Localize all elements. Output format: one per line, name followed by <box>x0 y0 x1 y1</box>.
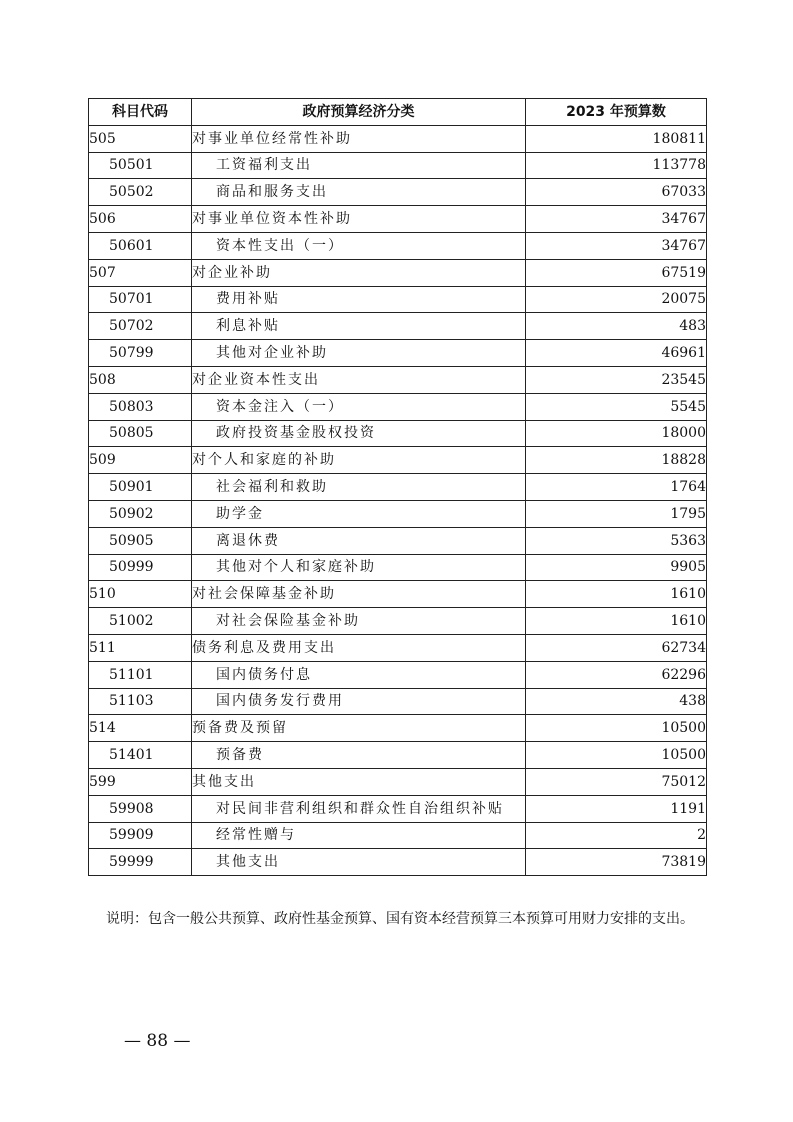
table-row <box>89 688 707 715</box>
row-amount: 34767 <box>526 206 707 233</box>
explanatory-note: 说明：包含一般公共预算、政府性基金预算、国有资本经营预算三本预算可用财力安排的支出。 <box>106 911 694 927</box>
row-code: 59908 <box>89 795 192 822</box>
row-code: 50901 <box>89 474 192 501</box>
row-category: 工资福利支出 <box>192 152 526 179</box>
row-code: 50905 <box>89 527 192 554</box>
row-category: 商品和服务支出 <box>192 179 526 206</box>
row-category: 助学金 <box>192 500 526 527</box>
row-amount: 1610 <box>526 608 707 635</box>
row-amount: 1191 <box>526 795 707 822</box>
row-category: 债务利息及费用支出 <box>192 634 526 661</box>
row-category: 其他对个人和家庭补助 <box>192 554 526 581</box>
row-amount: 5363 <box>526 527 707 554</box>
table-row <box>89 634 707 661</box>
row-amount: 2 <box>526 822 707 849</box>
row-code: 50805 <box>89 420 192 447</box>
row-code: 51101 <box>89 661 192 688</box>
row-category: 对社会保险基金补助 <box>192 608 526 635</box>
row-amount: 75012 <box>526 768 707 795</box>
row-code: 514 <box>89 715 192 742</box>
row-category: 资本性支出（一） <box>192 232 526 259</box>
row-amount: 23545 <box>526 366 707 393</box>
row-category: 政府投资基金股权投资 <box>192 420 526 447</box>
row-category: 对事业单位经常性补助 <box>192 125 526 152</box>
table-row <box>89 179 707 206</box>
row-amount: 1610 <box>526 581 707 608</box>
row-amount: 1764 <box>526 474 707 501</box>
row-category: 对个人和家庭的补助 <box>192 447 526 474</box>
table-row <box>89 393 707 420</box>
budget-table <box>88 98 707 876</box>
table-row <box>89 822 707 849</box>
table-row <box>89 554 707 581</box>
table-body <box>89 125 707 875</box>
row-category: 其他对企业补助 <box>192 340 526 367</box>
row-category: 其他支出 <box>192 768 526 795</box>
row-code: 505 <box>89 125 192 152</box>
row-amount: 180811 <box>526 125 707 152</box>
row-amount: 62296 <box>526 661 707 688</box>
table-row <box>89 125 707 152</box>
table-header-row <box>89 99 707 126</box>
row-amount: 5545 <box>526 393 707 420</box>
row-category: 对企业资本性支出 <box>192 366 526 393</box>
row-amount: 18000 <box>526 420 707 447</box>
row-code: 59909 <box>89 822 192 849</box>
row-amount: 62734 <box>526 634 707 661</box>
row-code: 50999 <box>89 554 192 581</box>
row-category: 对企业补助 <box>192 259 526 286</box>
table-row <box>89 286 707 313</box>
table-row <box>89 259 707 286</box>
table-row <box>89 795 707 822</box>
table-row <box>89 581 707 608</box>
table-row <box>89 661 707 688</box>
row-amount: 67033 <box>526 179 707 206</box>
header-category: 政府预算经济分类 <box>192 99 526 126</box>
page-number: — 88 — <box>124 1031 191 1051</box>
row-category: 国内债务发行费用 <box>192 688 526 715</box>
row-category: 其他支出 <box>192 849 526 876</box>
table-row <box>89 366 707 393</box>
row-amount: 18828 <box>526 447 707 474</box>
row-category: 预备费 <box>192 742 526 769</box>
table-row <box>89 849 707 876</box>
row-category: 对社会保障基金补助 <box>192 581 526 608</box>
row-amount: 483 <box>526 313 707 340</box>
table-row <box>89 742 707 769</box>
row-code: 51002 <box>89 608 192 635</box>
row-category: 预备费及预留 <box>192 715 526 742</box>
row-category: 费用补贴 <box>192 286 526 313</box>
row-amount: 1795 <box>526 500 707 527</box>
table-row <box>89 500 707 527</box>
row-amount: 438 <box>526 688 707 715</box>
table-row <box>89 447 707 474</box>
table-row <box>89 340 707 367</box>
table-row <box>89 608 707 635</box>
table-row <box>89 420 707 447</box>
row-code: 50902 <box>89 500 192 527</box>
row-amount: 10500 <box>526 742 707 769</box>
row-amount: 10500 <box>526 715 707 742</box>
row-code: 51401 <box>89 742 192 769</box>
row-amount: 113778 <box>526 152 707 179</box>
row-code: 509 <box>89 447 192 474</box>
row-code: 50702 <box>89 313 192 340</box>
row-code: 50799 <box>89 340 192 367</box>
row-code: 508 <box>89 366 192 393</box>
row-code: 50501 <box>89 152 192 179</box>
row-code: 599 <box>89 768 192 795</box>
table-row <box>89 206 707 233</box>
row-amount: 67519 <box>526 259 707 286</box>
row-category: 国内债务付息 <box>192 661 526 688</box>
row-code: 50803 <box>89 393 192 420</box>
table-row <box>89 152 707 179</box>
table-row <box>89 474 707 501</box>
row-category: 社会福利和救助 <box>192 474 526 501</box>
row-category: 经常性赠与 <box>192 822 526 849</box>
table-row <box>89 313 707 340</box>
row-code: 50701 <box>89 286 192 313</box>
row-code: 59999 <box>89 849 192 876</box>
row-amount: 73819 <box>526 849 707 876</box>
row-amount: 9905 <box>526 554 707 581</box>
table-row <box>89 768 707 795</box>
row-code: 507 <box>89 259 192 286</box>
row-category: 资本金注入（一） <box>192 393 526 420</box>
header-amount: 2023 年预算数 <box>526 99 707 126</box>
row-category: 对民间非营利组织和群众性自治组织补贴 <box>192 795 526 822</box>
table-row <box>89 232 707 259</box>
row-category: 利息补贴 <box>192 313 526 340</box>
row-code: 510 <box>89 581 192 608</box>
table-row <box>89 527 707 554</box>
header-code: 科目代码 <box>89 99 192 126</box>
row-amount: 46961 <box>526 340 707 367</box>
row-category: 对事业单位资本性补助 <box>192 206 526 233</box>
row-code: 506 <box>89 206 192 233</box>
row-amount: 34767 <box>526 232 707 259</box>
row-category: 离退休费 <box>192 527 526 554</box>
row-code: 51103 <box>89 688 192 715</box>
row-code: 50601 <box>89 232 192 259</box>
row-amount: 20075 <box>526 286 707 313</box>
row-code: 50502 <box>89 179 192 206</box>
row-code: 511 <box>89 634 192 661</box>
table-row <box>89 715 707 742</box>
